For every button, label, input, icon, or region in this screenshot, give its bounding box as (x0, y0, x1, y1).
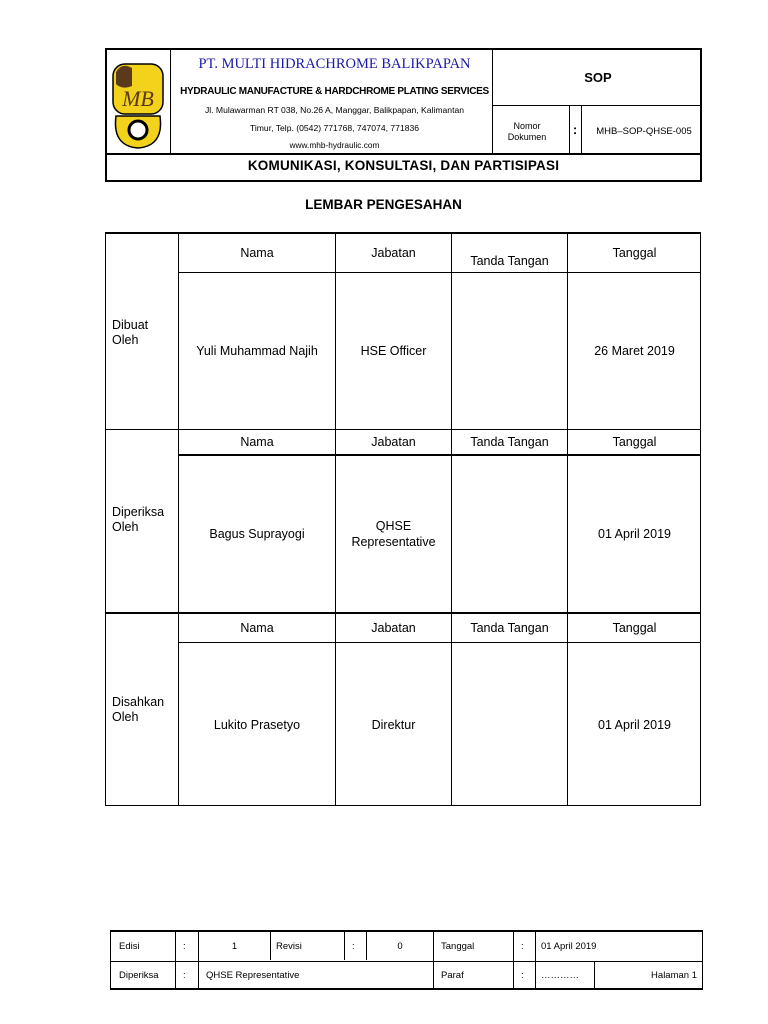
footer-paraf-label: Paraf (441, 969, 464, 981)
doc-type-label: SOP (584, 70, 612, 85)
row-label-diperiksa (112, 505, 164, 535)
logo-lettering: MB (122, 86, 154, 111)
cell-tanda-tangan[interactable] (452, 273, 567, 429)
row-label-line-2: Oleh (112, 333, 139, 347)
row-label-line-1: Dibuat (112, 318, 149, 332)
doc-number-colon: : (572, 122, 578, 137)
doc-number-label-line-1: Nomor (513, 121, 541, 131)
column-header-tanda-tangan: Tanda Tangan (470, 254, 549, 268)
column-header-tanggal: Tanggal (612, 621, 657, 635)
approval-table (105, 232, 701, 806)
column-header-nama: Nama (240, 435, 274, 449)
footer-colon: : (183, 941, 186, 952)
footer-tanggal-label: Tanggal (441, 941, 475, 952)
company-address-line-2: Timur, Telp. (0542) 771768, 747074, 771836 (249, 123, 420, 133)
column-header-jabatan: Jabatan (371, 621, 416, 635)
doc-number-label-line-2: Dokumen (507, 132, 547, 142)
footer-diperiksa-value: QHSE Representative (206, 969, 300, 981)
footer-edisi-label: Edisi (119, 941, 140, 952)
doc-number-value: MHB–SOP-QHSE-005 (596, 126, 692, 137)
document-footer (110, 930, 703, 990)
footer-page-number: Halaman 1 (651, 969, 697, 981)
row-label-line-1: Disahkan (112, 695, 165, 709)
column-header-jabatan: Jabatan (371, 435, 416, 449)
sheet-title: LEMBAR PENGESAHAN (305, 197, 462, 212)
cell-nama: Bagus Suprayogi (209, 527, 305, 541)
document-header (105, 48, 702, 182)
company-logo (110, 60, 166, 150)
cell-tanda-tangan[interactable] (452, 456, 567, 612)
column-header-nama: Nama (240, 621, 274, 635)
row-label-disahkan (112, 695, 164, 725)
cell-nama: Yuli Muhammad Najih (196, 344, 318, 358)
cell-tanda-tangan[interactable] (452, 643, 567, 806)
row-label-line-2: Oleh (112, 520, 139, 534)
company-name: PT. MULTI HIDRACHROME BALIKPAPAN (198, 56, 471, 72)
column-header-nama: Nama (240, 246, 274, 260)
footer-colon: : (521, 941, 524, 952)
doc-title: KOMUNIKASI, KONSULTASI, DAN PARTISIPASI (247, 158, 560, 173)
company-address-line-1: Jl. Mulawarman RT 038, No.26 A, Manggar, Balikpapan, Kalimantan (204, 105, 465, 115)
row-label-dibuat (112, 318, 148, 348)
footer-colon: : (183, 969, 186, 981)
footer-colon: : (521, 969, 524, 981)
footer-diperiksa-label: Diperiksa (119, 969, 159, 981)
column-header-tanggal: Tanggal (612, 246, 657, 260)
cell-nama: Lukito Prasetyo (213, 717, 301, 732)
cell-jabatan: QHSE Representative (351, 519, 436, 549)
column-header-jabatan: Jabatan (371, 246, 416, 260)
column-header-tanda-tangan: Tanda Tangan (470, 621, 549, 635)
cell-jabatan: HSE Officer (360, 344, 427, 358)
footer-colon: : (352, 941, 355, 952)
cell-tanggal: 26 Maret 2019 (594, 344, 675, 358)
doc-number-label (495, 121, 559, 143)
row-label-line-1: Diperiksa (112, 505, 165, 519)
column-header-tanggal: Tanggal (612, 435, 657, 449)
cell-tanggal: 01 April 2019 (598, 717, 671, 732)
footer-revisi-label: Revisi (276, 941, 302, 952)
cell-tanggal: 01 April 2019 (598, 527, 671, 541)
column-header-tanda-tangan: Tanda Tangan (470, 435, 549, 449)
row-label-line-2: Oleh (112, 710, 139, 724)
footer-paraf-value[interactable]: ………… (541, 969, 579, 981)
cell-jabatan: Direktur (371, 717, 416, 732)
footer-revisi-value: 0 (397, 941, 403, 952)
footer-edisi-value: 1 (231, 941, 238, 952)
company-website: www.mhb-hydraulic.com (289, 140, 380, 150)
company-subtitle: HYDRAULIC MANUFACTURE & HARDCHROME PLATING SERVICES (180, 86, 489, 97)
footer-tanggal-value: 01 April 2019 (541, 941, 597, 952)
